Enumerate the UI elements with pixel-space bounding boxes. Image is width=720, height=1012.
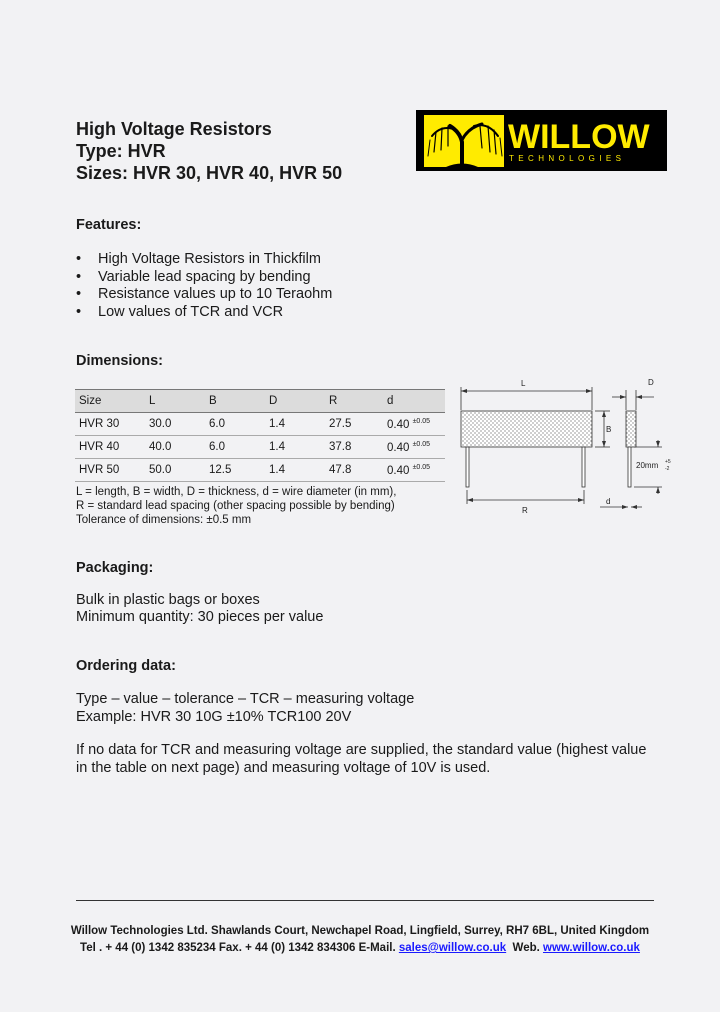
cell-r: 27.5: [325, 413, 383, 436]
ordering-line-2: Example: HVR 30 10G ±10% TCR100 20V: [76, 709, 352, 725]
label-d-wire: d: [606, 497, 611, 506]
wire-tolerance: ±0.05: [412, 463, 431, 471]
label-l: L: [521, 379, 526, 388]
dimension-note-3: Tolerance of dimensions: ±0.5 mm: [76, 514, 252, 526]
dimensions-table: [75, 389, 445, 482]
cell-r: 47.8: [325, 459, 383, 482]
features-list: [76, 251, 332, 321]
label-lead-tol-minus: -2: [665, 466, 670, 472]
cell-b: 12.5: [205, 459, 265, 482]
wire-value: 0.40: [387, 418, 410, 431]
wire-tolerance: ±0.05: [412, 440, 431, 448]
title-line-1: High Voltage Resistors: [76, 119, 272, 139]
cell-size: HVR 30: [75, 413, 145, 436]
label-lead-tol-plus: +5: [665, 459, 671, 465]
resistor-dimension-drawing: [450, 372, 690, 522]
cell-l: 30.0: [145, 413, 205, 436]
col-r: R: [325, 390, 383, 413]
ordering-heading: Ordering data:: [76, 658, 176, 674]
table-header-row: [75, 390, 445, 413]
cell-size: HVR 50: [75, 459, 145, 482]
cell-wire: [383, 459, 445, 482]
footer-address: Willow Technologies Ltd. Shawlands Court, Newchapel Road, Lingfield, Surrey, RH7 6BL, United Kingdom: [70, 925, 650, 937]
table-row: [75, 459, 445, 482]
footer-contact: [0, 942, 720, 954]
packaging-heading: Packaging:: [76, 560, 154, 576]
cell-l: 50.0: [145, 459, 205, 482]
packaging-line-2: Minimum quantity: 30 pieces per value: [76, 609, 324, 625]
ordering-para-1: If no data for TCR and measuring voltage are supplied, the standard value (highest value: [76, 742, 647, 758]
ordering-line-1: Type – value – tolerance – TCR – measuring voltage: [76, 691, 415, 707]
col-b: B: [205, 390, 265, 413]
cell-b: 6.0: [205, 436, 265, 459]
list-item: • Low values of TCR and VCR: [76, 304, 332, 322]
dimension-note-1: L = length, B = width, D = thickness, d = wire diameter (in mm),: [76, 486, 397, 498]
cell-wire: [383, 413, 445, 436]
ordering-para-2: in the table on next page) and measuring voltage of 10V is used.: [76, 760, 491, 776]
willow-logo: [416, 110, 667, 171]
dimensions-heading: Dimensions:: [76, 353, 164, 369]
table-row: [75, 413, 445, 436]
label-b: B: [606, 425, 612, 434]
col-l: L: [145, 390, 205, 413]
willow-tree-icon: [416, 110, 667, 171]
cell-d: 1.4: [265, 436, 325, 459]
list-item: • Variable lead spacing by bending: [76, 269, 332, 287]
cell-b: 6.0: [205, 413, 265, 436]
logo-sub-text: TECHNOLOGIES: [509, 154, 626, 163]
features-heading: Features:: [76, 217, 142, 233]
title-line-2: Type: HVR: [76, 141, 166, 161]
title-line-3: Sizes: HVR 30, HVR 40, HVR 50: [76, 163, 343, 183]
cell-d: 1.4: [265, 459, 325, 482]
list-item: • High Voltage Resistors in Thickfilm: [76, 251, 332, 269]
cell-r: 37.8: [325, 436, 383, 459]
wire-value: 0.40: [387, 441, 410, 454]
wire-value: 0.40: [387, 464, 410, 477]
col-size: Size: [75, 390, 145, 413]
email-link[interactable]: sales@willow.co.uk: [398, 942, 507, 954]
table-row: [75, 436, 445, 459]
footer-tel-fax: Tel . + 44 (0) 1342 835234 Fax. + 44 (0) 1342 834306 E-Mail.: [80, 942, 396, 954]
wire-tolerance: ±0.05: [412, 417, 431, 425]
col-d-thickness: D: [265, 390, 325, 413]
cell-wire: [383, 436, 445, 459]
cell-d: 1.4: [265, 413, 325, 436]
list-item: • Resistance values up to 10 Teraohm: [76, 286, 332, 304]
packaging-line-1: Bulk in plastic bags or boxes: [76, 592, 260, 608]
dimension-note-2: R = standard lead spacing (other spacing possible by bending): [76, 500, 395, 512]
label-d-thickness: D: [648, 378, 654, 387]
web-link[interactable]: www.willow.co.uk: [543, 942, 640, 954]
cell-l: 40.0: [145, 436, 205, 459]
logo-brand-text: WILLOW: [508, 118, 650, 156]
cell-size: HVR 40: [75, 436, 145, 459]
label-lead-length: 20mm: [636, 461, 659, 470]
footer-divider: [76, 900, 654, 901]
label-r: R: [522, 506, 528, 515]
footer-web-label: Web.: [512, 942, 540, 954]
col-d-wire: d: [383, 390, 445, 413]
